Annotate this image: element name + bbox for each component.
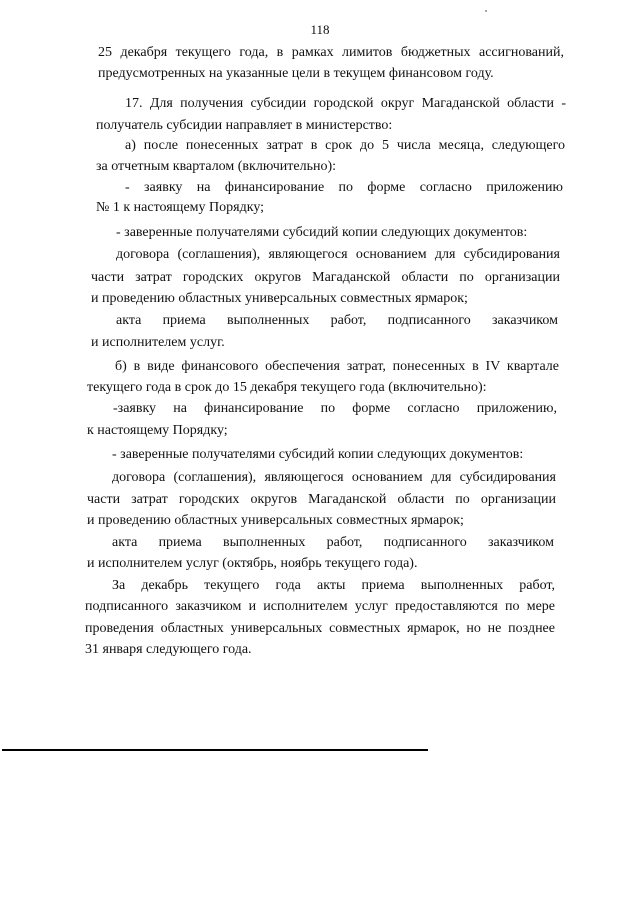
text-line: и исполнителем услуг. bbox=[91, 335, 225, 350]
text-line: а) после понесенных затрат в срок до 5 числа месяца, следующего bbox=[125, 138, 565, 153]
text-line: - заверенные получателями субсидий копии следующих документов: bbox=[116, 225, 528, 240]
text-line: 25 декабря текущего года, в рамках лимитов бюджетных ассигнований, bbox=[98, 45, 564, 60]
text-line: договора (соглашения), являющегося основанием для субсидирования bbox=[116, 247, 560, 262]
text-line: проведения областных универсальных совместных ярмарок, но не позднее bbox=[85, 621, 555, 636]
text-line: получатель субсидии направляет в министерство: bbox=[96, 118, 393, 133]
text-line: акта приема выполненных работ, подписанного заказчиком bbox=[112, 535, 554, 550]
footnote-separator-line bbox=[2, 749, 428, 751]
text-line: За декабрь текущего года акты приема выполненных работ, bbox=[112, 578, 555, 593]
text-line: текущего года в срок до 15 декабря текущего года (включительно): bbox=[87, 380, 487, 395]
text-line: -заявку на финансирование по форме согласно приложению, bbox=[113, 401, 557, 416]
scan-speck bbox=[485, 10, 487, 12]
page-number: 118 bbox=[310, 22, 330, 37]
text-line: за отчетным кварталом (включительно): bbox=[96, 159, 337, 174]
text-line: акта приема выполненных работ, подписанного заказчиком bbox=[116, 313, 558, 328]
text-line: к настоящему Порядку; bbox=[87, 423, 228, 438]
text-line: 17. Для получения субсидии городской округ Магаданской области - bbox=[125, 96, 566, 111]
text-line: - заверенные получателями субсидий копии следующих документов: bbox=[112, 447, 524, 462]
text-line: б) в виде финансового обеспечения затрат, понесенных в IV квартале bbox=[115, 359, 559, 374]
text-line: подписанного заказчиком и исполнителем услуг предоставляются по мере bbox=[85, 599, 555, 614]
text-line: и исполнителем услуг (октябрь, ноябрь текущего года). bbox=[87, 556, 418, 571]
text-line: части затрат городских округов Магаданской области по организации bbox=[87, 492, 556, 507]
text-line: и проведению областных универсальных совместных ярмарок; bbox=[87, 513, 464, 528]
text-line: части затрат городских округов Магаданской области по организации bbox=[91, 270, 560, 285]
text-line: № 1 к настоящему Порядку; bbox=[96, 200, 265, 215]
text-line: 31 января следующего года. bbox=[85, 642, 252, 657]
text-line: предусмотренных на указанные цели в текущем финансовом году. bbox=[98, 66, 494, 81]
text-line: - заявку на финансирование по форме согласно приложению bbox=[125, 180, 563, 195]
text-line: договора (соглашения), являющегося основанием для субсидирования bbox=[112, 470, 556, 485]
text-line: и проведению областных универсальных совместных ярмарок; bbox=[91, 291, 468, 306]
